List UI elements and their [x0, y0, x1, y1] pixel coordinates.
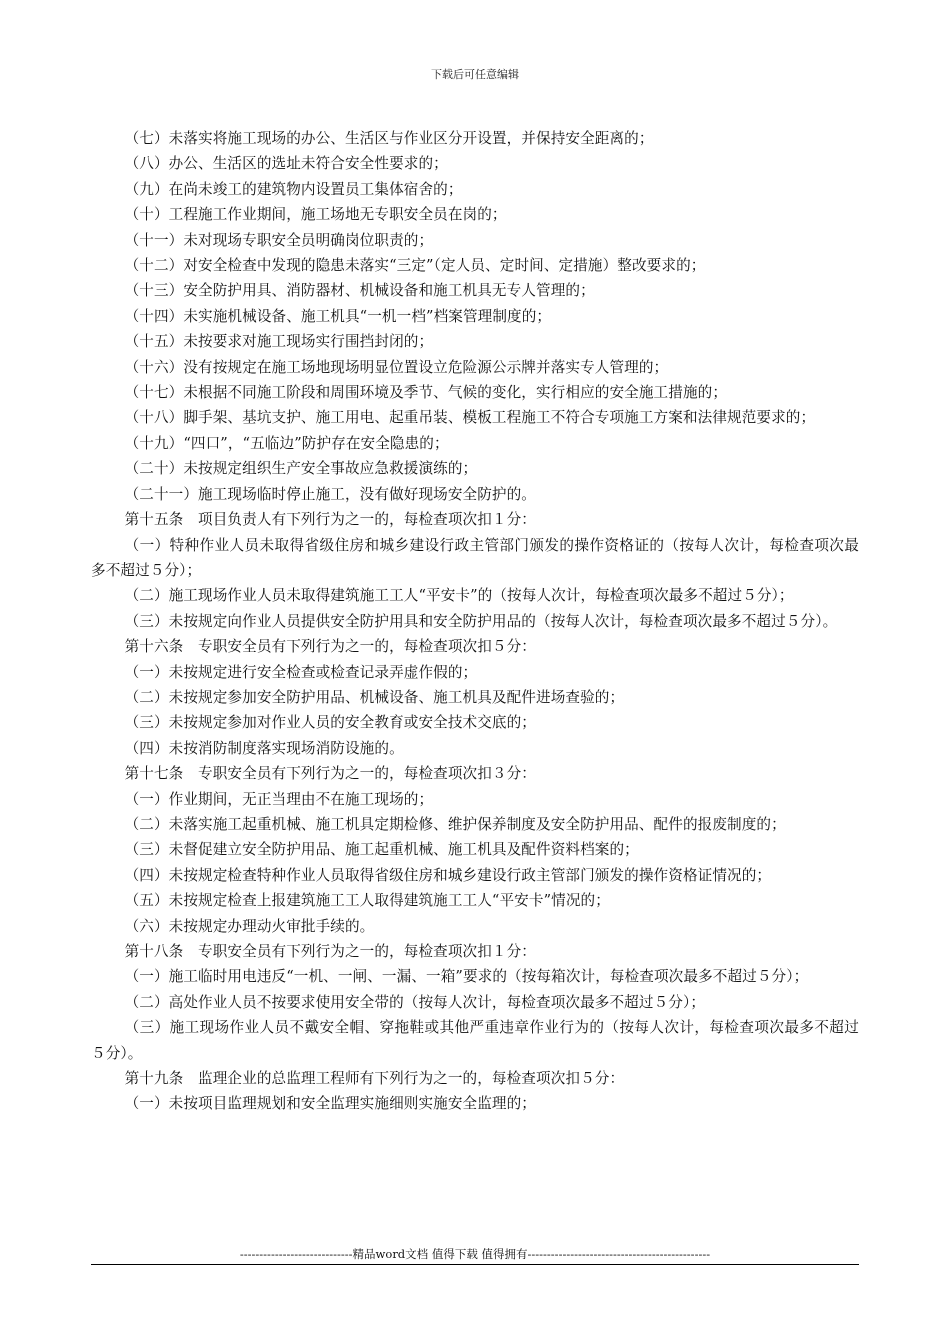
paragraph: （十五）未按要求对施工现场实行围挡封闭的； [124, 333, 434, 351]
paragraph: （二十）未按规定组织生产安全事故应急救援演练的； [124, 460, 478, 478]
paragraph: （一）未按项目监理规划和安全监理实施细则实施安全监理的； [124, 1095, 537, 1113]
paragraph: （一）特种作业人员未取得省级住房和城乡建设行政主管部门颁发的操作资格证的（按每人次计，每检查项次最多不超过５分）； [91, 536, 859, 579]
paragraph: （二）未落实施工起重机械、施工机具定期检修、维护保养制度及安全防护用品、配件的报废制度的； [124, 815, 786, 833]
paragraph: （二）未按规定参加安全防护用品、机械设备、施工机具及配件进场查验的； [124, 688, 625, 706]
paragraph: （十一）未对现场专职安全员明确岗位职责的； [124, 231, 434, 249]
paragraph: （二十一）施工现场临时停止施工，没有做好现场安全防护的。 [124, 485, 537, 503]
paragraph: （一）施工临时用电违反“一机、一闸、一漏、一箱”要求的（按每箱次计，每检查项次最多不超过５分）； [124, 968, 809, 986]
paragraph: （二）施工现场作业人员未取得建筑施工工人“平安卡”的（按每人次计，每检查项次最多不超过５分）； [124, 587, 794, 605]
paragraph: 第十八条 专职安全员有下列行为之一的，每检查项次扣１分： [124, 943, 537, 960]
paragraph: 第十六条 专职安全员有下列行为之一的，每检查项次扣５分： [124, 638, 537, 656]
paragraph: （十三）安全防护用具、消防器材、机械设备和施工机具无专人管理的； [124, 282, 595, 300]
paragraph: （三）未按规定向作业人员提供安全防护用具和安全防护用品的（按每人次计，每检查项次最多不超过５分）。 [124, 612, 838, 630]
paragraph: （三）未督促建立安全防护用品、施工起重机械、施工机具及配件资料档案的； [124, 841, 639, 859]
paragraph: （四）未按规定检查特种作业人员取得省级住房和城乡建设行政主管部门颁发的操作资格证情况的； [124, 866, 772, 884]
paragraph: （十九）“四口”，“五临边”防护存在安全隐患的； [124, 434, 449, 452]
paragraph: 第十七条 专职安全员有下列行为之一的，每检查项次扣３分： [124, 765, 537, 783]
paragraph: （十六）没有按规定在施工场地现场明显位置设立危险源公示牌并落实专人管理的； [124, 358, 669, 376]
page-header: 下载后可任意编辑 [431, 68, 519, 81]
page-footer: -----------------------------精品word文档 值得下载 值得拥有----------------------------------------------- [239, 1247, 711, 1261]
paragraph: 第十五条 项目负责人有下列行为之一的，每检查项次扣１分： [124, 511, 537, 529]
paragraph: （三）施工现场作业人员不戴安全帽、穿拖鞋或其他严重违章作业行为的（按每人次计，每检查项次最多不超过５分）。 [91, 1019, 859, 1062]
paragraph: （一）未按规定进行安全检查或检查记录弄虚作假的； [124, 663, 478, 681]
paragraph: 第十九条 监理企业的总监理工程师有下列行为之一的，每检查项次扣５分： [124, 1070, 625, 1088]
paragraph: （九）在尚未竣工的建筑物内设置员工集体宿舍的； [124, 180, 463, 198]
footer-rule [91, 1264, 859, 1265]
paragraph: （八）办公、生活区的选址未符合安全性要求的； [124, 155, 448, 173]
paragraph: （四）未按消防制度落实现场消防设施的。 [124, 739, 404, 757]
paragraph: （十四）未实施机械设备、施工机具“一机一档”档案管理制度的； [124, 307, 552, 325]
paragraph: （二）高处作业人员不按要求使用安全带的（按每人次计，每检查项次最多不超过５分）； [124, 993, 706, 1011]
paragraph: （三）未按规定参加对作业人员的安全教育或安全技术交底的； [124, 714, 537, 732]
paragraph: （七）未落实将施工现场的办公、生活区与作业区分开设置，并保持安全距离的； [124, 130, 654, 147]
paragraph: （一）作业期间，无正当理由不在施工现场的； [124, 790, 434, 808]
paragraph: （六）未按规定办理动火审批手续的。 [124, 917, 375, 935]
paragraph: （十）工程施工作业期间，施工场地无专职安全员在岗的； [124, 206, 507, 224]
paragraph: （十七）未根据不同施工阶段和周围环境及季节、气候的变化，实行相应的安全施工措施的； [124, 384, 728, 402]
paragraph: （五）未按规定检查上报建筑施工工人取得建筑施工工人“平安卡”情况的； [124, 892, 610, 910]
document-body [91, 126, 859, 1117]
paragraph: （十八）脚手架、基坑支护、施工用电、起重吊装、模板工程施工不符合专项施工方案和法律规范要求的； [124, 409, 816, 427]
paragraph: （十二）对安全检查中发现的隐患未落实“三定”（定人员、定时间、定措施）整改要求的； [124, 257, 706, 275]
